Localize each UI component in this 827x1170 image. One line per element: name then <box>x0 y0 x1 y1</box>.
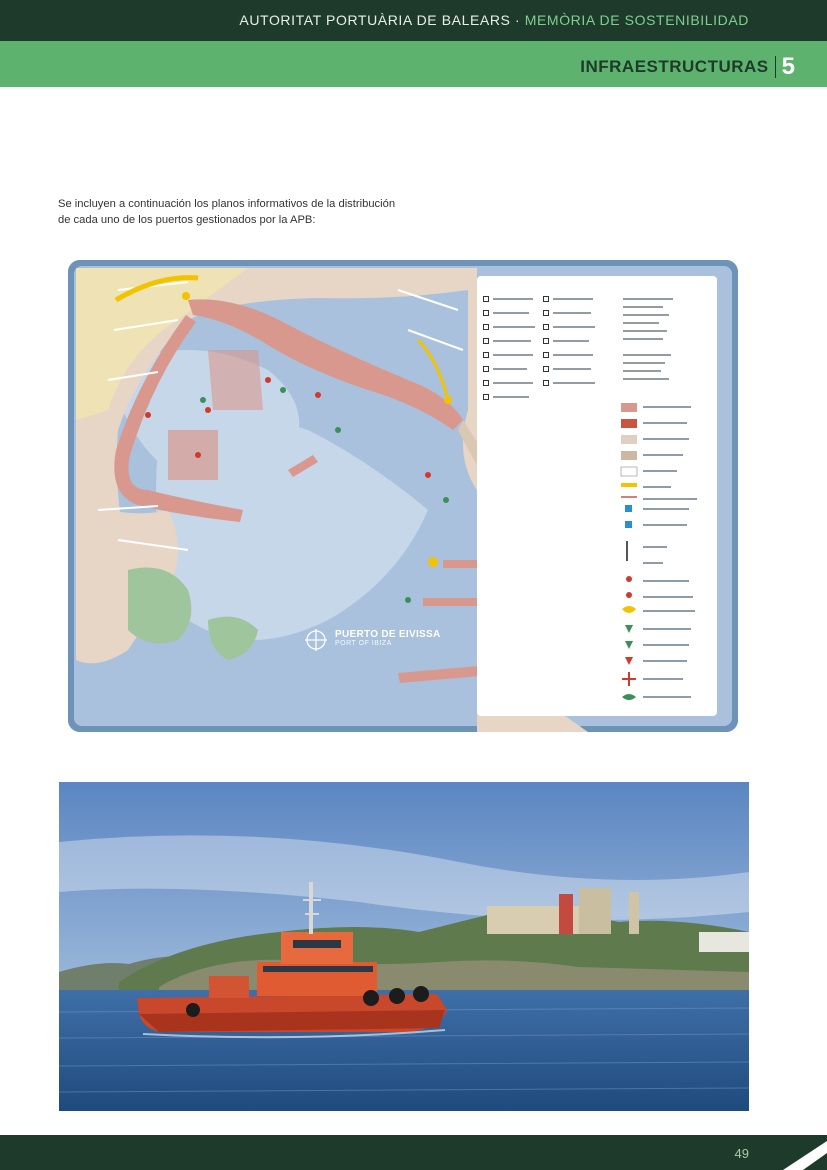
legend-box <box>543 296 549 302</box>
legend-box <box>483 324 489 330</box>
chapter-number: 5 <box>781 53 795 80</box>
legend-line <box>493 326 535 328</box>
legend-box <box>483 394 489 400</box>
chapter-title: INFRAESTRUCTURAS <box>580 57 769 76</box>
legend-line <box>553 382 595 384</box>
footer-stripe <box>747 1135 827 1170</box>
legend-box <box>543 324 549 330</box>
legend-box <box>483 296 489 302</box>
legend-box <box>483 310 489 316</box>
map-port-label <box>335 629 441 647</box>
running-header <box>239 12 749 28</box>
legend-box <box>483 380 489 386</box>
legend-line <box>553 340 589 342</box>
legend-line <box>623 314 669 316</box>
page-number: 49 <box>734 1146 749 1161</box>
legend-box <box>543 310 549 316</box>
legend-line <box>553 298 593 300</box>
legend-line <box>493 340 531 342</box>
legend-box <box>543 352 549 358</box>
legend-line <box>493 368 527 370</box>
intro-paragraph: Se incluyen a continuación los planos informativos de la distribución de cada uno de los puertos gestionados por la APB: <box>58 198 396 226</box>
report-name: MEMÒRIA DE SOSTENIBILIDAD <box>524 12 749 28</box>
legend-line <box>493 312 529 314</box>
legend-box <box>543 366 549 372</box>
legend-line <box>623 370 661 372</box>
legend-line <box>623 362 665 364</box>
legend-line <box>553 354 593 356</box>
map-legend <box>477 276 717 716</box>
footer-band <box>0 1135 827 1170</box>
legend-box <box>543 380 549 386</box>
legend-line <box>553 326 595 328</box>
legend-line <box>623 378 669 380</box>
legend-symbols <box>617 401 713 711</box>
legend-line <box>623 338 663 340</box>
legend-line <box>493 298 533 300</box>
port-name-en: PORT OF IBIZA <box>335 640 392 647</box>
legend-line <box>623 330 667 332</box>
legend-line <box>493 382 533 384</box>
chapter-divider <box>775 56 776 78</box>
legend-line <box>623 322 659 324</box>
port-name-es: PUERTO DE EIVISSA <box>335 629 441 640</box>
legend-line <box>493 354 533 356</box>
legend-line <box>623 306 663 308</box>
legend-line <box>553 312 591 314</box>
legend-box <box>483 338 489 344</box>
legend-line <box>623 354 671 356</box>
legend-box <box>483 352 489 358</box>
organization-name: AUTORITAT PORTUÀRIA DE BALEARS · <box>239 12 525 28</box>
tugboat-scene <box>59 782 749 1111</box>
legend-box <box>543 338 549 344</box>
legend-line <box>493 396 529 398</box>
tugboat-photo <box>59 782 749 1111</box>
chapter-heading <box>580 53 795 81</box>
port-map <box>68 260 738 732</box>
legend-line <box>553 368 591 370</box>
legend-box <box>483 366 489 372</box>
legend-line <box>623 298 673 300</box>
